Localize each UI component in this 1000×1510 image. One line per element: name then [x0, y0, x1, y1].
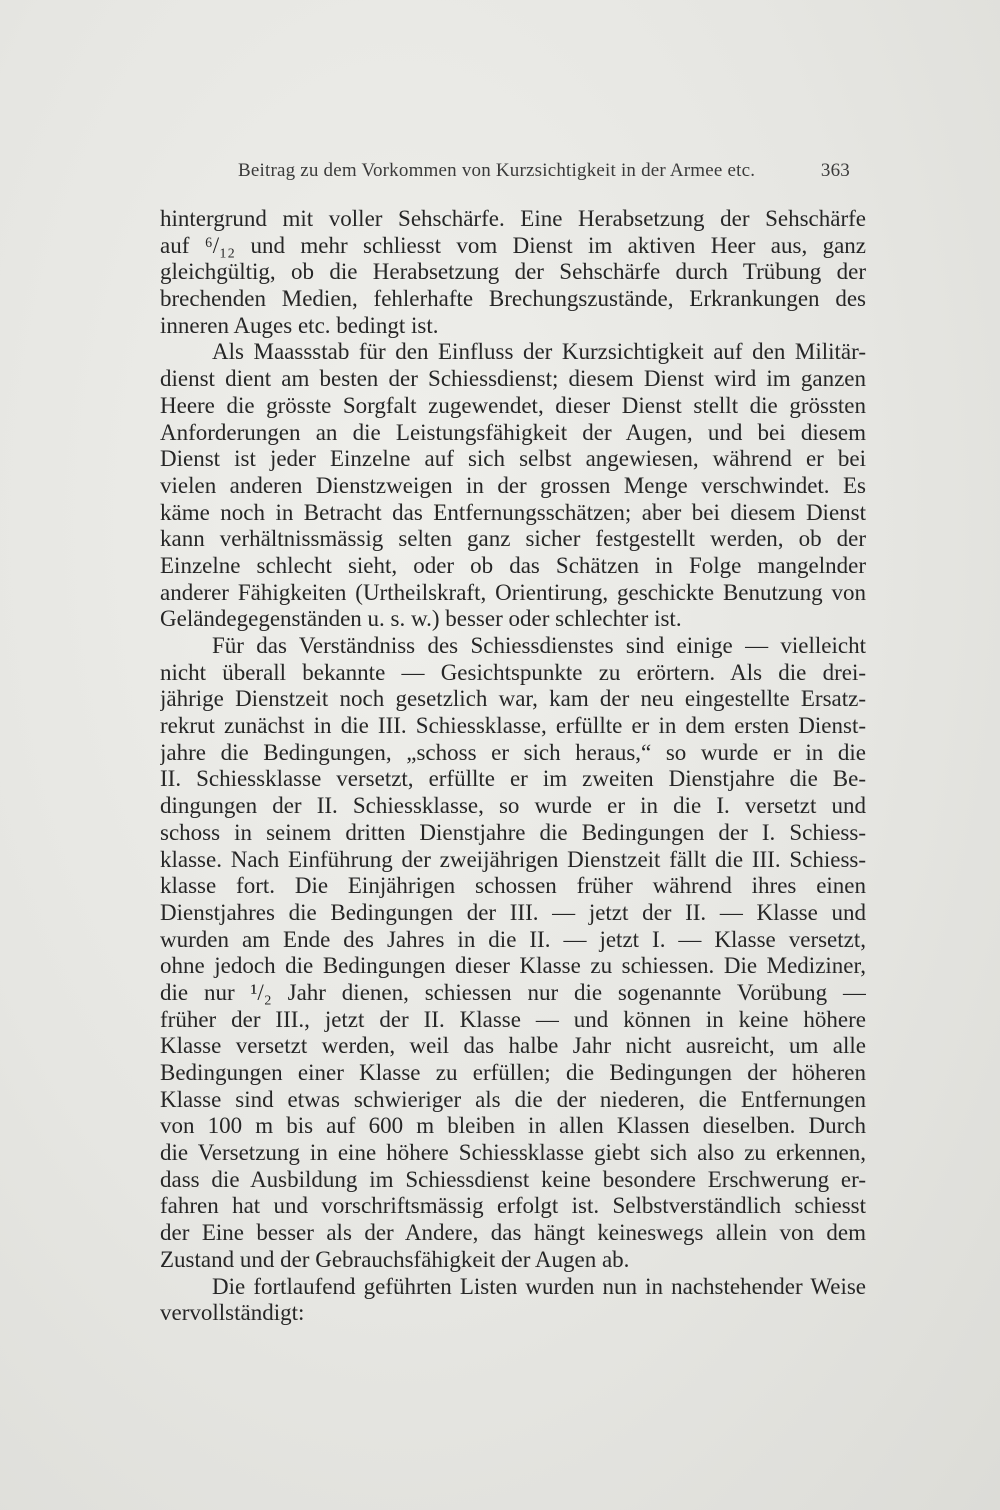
paragraph-first-line: Die fortlaufend geführten Listen wurden nun in nachstehender Weise: [212, 1273, 866, 1299]
text-line: der Eine besser als der Andere, das hängt keineswegs allein von dem: [160, 1220, 866, 1246]
text-line: die nur ¹/₂ Jahr dienen, schiessen nur die sogenannte Vorübung —: [160, 979, 866, 1005]
text-line: hintergrund mit voller Sehschärfe. Eine Herabsetzung der Sehschärfe: [160, 206, 866, 231]
text-line: jährige Dienstzeit noch gesetzlich war, kam der neu eingestellte Ersatz-: [160, 686, 866, 712]
text-line: von 100 m bis auf 600 m bleiben in allen Klassen dieselben. Durch: [160, 1113, 866, 1139]
text-line: vielen anderen Dienstzweigen in der grossen Menge verschwindet. Es: [160, 472, 866, 498]
text-line: Zustand und der Gebrauchsfähigkeit der Augen ab.: [160, 1246, 630, 1272]
paragraph-first-line: Als Maassstab für den Einfluss der Kurzsichtigkeit auf den Militär-: [212, 339, 866, 365]
text-line: fahren hat und vorschriftsmässig erfolgt ist. Selbstverständlich schiesst: [160, 1193, 866, 1219]
text-line: Dienst ist jeder Einzelne auf sich selbst angewiesen, während er bei: [160, 446, 866, 472]
text-line: Klasse sind etwas schwieriger als die der niederen, die Entfernungen: [160, 1086, 866, 1112]
text-line: Heere die grösste Sorgfalt zugewendet, dieser Dienst stellt die grössten: [160, 392, 866, 418]
body-text: [160, 206, 866, 1327]
text-line: wurden am Ende des Jahres in die II. — jetzt I. — Klasse versetzt,: [160, 926, 866, 952]
text-line: gleichgültig, ob die Herabsetzung der Sehschärfe durch Trübung der: [160, 259, 866, 285]
text-line: Bedingungen einer Klasse zu erfüllen; die Bedingungen der höheren: [160, 1060, 866, 1085]
text-line: brechenden Medien, fehlerhafte Brechungszustände, Erkrankungen des: [160, 286, 866, 312]
text-line: klasse fort. Die Einjährigen schossen früher während ihres einen: [160, 873, 866, 899]
paragraph-first-line: Für das Verständniss des Schiessdienstes sind einige — vielleicht: [212, 633, 866, 658]
running-title: Beitrag zu dem Vorkommen von Kurzsichtigkeit in der Armee etc.: [238, 160, 756, 181]
text-line: inneren Auges etc. bedingt ist.: [160, 312, 439, 338]
text-line: Dienstjahres die Bedingungen der III. — jetzt der II. — Klasse und: [160, 899, 866, 925]
text-line: die Versetzung in eine höhere Schiessklasse giebt sich also zu erkennen,: [160, 1140, 866, 1166]
text-line: jahre die Bedingungen, „schoss er sich heraus,“ so wurde er in die: [160, 739, 866, 765]
text-line: dienst dient am besten der Schiessdienst; diesem Dienst wird im ganzen: [160, 366, 866, 392]
text-line: klasse. Nach Einführung der zweijährigen Dienstzeit fällt die III. Schiess-: [160, 846, 866, 872]
text-line: schoss in seinem dritten Dienstjahre die Bedingungen der I. Schiess-: [160, 819, 866, 845]
text-line: nicht überall bekannte — Gesichtspunkte zu erörtern. Als die drei-: [160, 659, 866, 685]
text-line: anderer Fähigkeiten (Urtheilskraft, Orientirung, geschickte Benutzung von: [160, 579, 866, 605]
text-line: dass die Ausbildung im Schiessdienst keine besondere Erschwerung er-: [160, 1166, 866, 1192]
text-line: dingungen der II. Schiessklasse, so wurde er in die I. versetzt und: [160, 793, 866, 819]
running-head: [238, 160, 850, 186]
text-line: vervollständigt:: [160, 1300, 305, 1326]
text-line: Klasse versetzt werden, weil das halbe Jahr nicht ausreicht, um alle: [160, 1033, 866, 1059]
text-line: Geländegegenständen u. s. w.) besser oder schlechter ist.: [160, 606, 682, 632]
text-line: rekrut zunächst in die III. Schiessklasse, erfüllte er in dem ersten Dienst-: [160, 713, 866, 739]
text-line: kann verhältnissmässig selten ganz sicher festgestellt werden, ob der: [160, 526, 866, 552]
text-line: Anforderungen an die Leistungsfähigkeit der Augen, und bei diesem: [160, 419, 866, 445]
text-line: Einzelne schlecht sieht, oder ob das Schätzen in Folge mangelnder: [160, 552, 866, 578]
text-line: früher der III., jetzt der II. Klasse — und können in keine höhere: [160, 1006, 866, 1032]
page-number: 363: [820, 160, 850, 181]
text-line: käme noch in Betracht das Entfernungsschätzen; aber bei diesem Dienst: [160, 499, 866, 525]
text-line: ohne jedoch die Bedingungen dieser Klasse zu schiessen. Die Mediziner,: [160, 953, 866, 979]
text-line: II. Schiessklasse versetzt, erfüllte er im zweiten Dienstjahre die Be-: [160, 766, 866, 792]
text-line: auf ⁶/₁₂ und mehr schliesst vom Dienst im aktiven Heer aus, ganz: [160, 232, 866, 258]
